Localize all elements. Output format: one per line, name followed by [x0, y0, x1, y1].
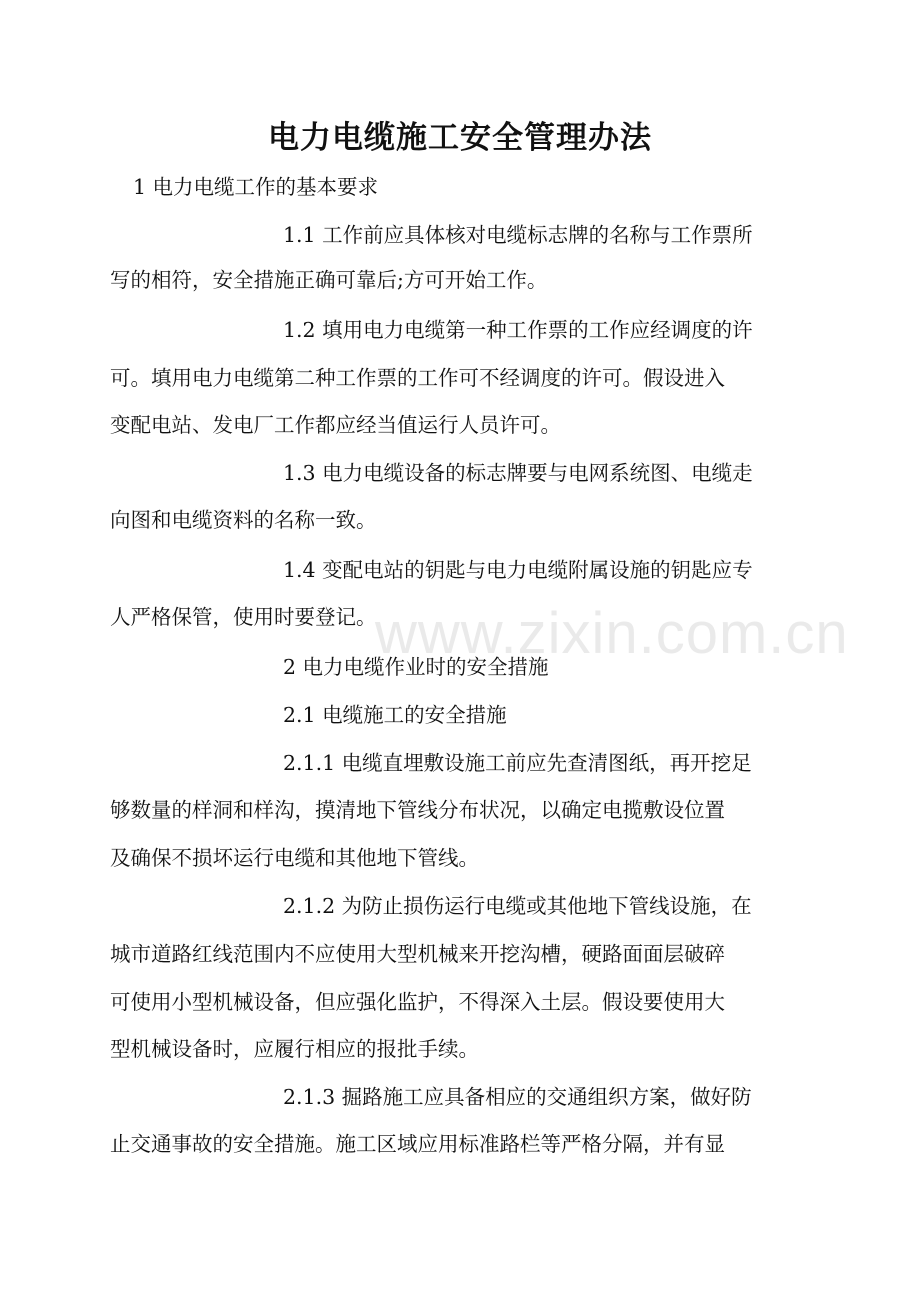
- clause-2-1-2-line-2: 城市道路红线范围内不应使用大型机械来开挖沟槽，硬路面面层破碎: [110, 942, 725, 966]
- clause-2-1-2-line-3: 可使用小型机械设备，但应强化监护，不得深入土层。假设要使用大: [110, 990, 725, 1014]
- clause-1-1-line-2: 写的相符，安全措施正确可靠后;方可开始工作。: [110, 268, 548, 292]
- clause-1-2-line-3: 变配电站、发电厂工作都应经当值运行人员许可。: [110, 413, 561, 437]
- clause-1-2-line-1: 1.2 填用电力电缆第一种工作票的工作应经调度的许: [283, 318, 753, 342]
- clause-2-1-1-line-3: 及确保不损坏运行电缆和其他地下管线。: [110, 846, 479, 870]
- clause-1-4-line-2: 人严格保管，使用时要登记。: [110, 605, 377, 629]
- clause-2-1-3-line-2: 止交通事故的安全措施。施工区域应用标准路栏等严格分隔，并有显: [110, 1132, 725, 1156]
- clause-2-1-2-line-1: 2.1.2 为防止损伤运行电缆或其他地下管线设施，在: [283, 894, 752, 918]
- clause-2-1-3-line-1: 2.1.3 掘路施工应具备相应的交通组织方案，做好防: [283, 1085, 752, 1109]
- clause-2-1-1-line-1: 2.1.1 电缆直埋敷设施工前应先查清图纸，再开挖足: [283, 751, 752, 775]
- clause-2-1-2-line-4: 型机械设备时，应履行相应的报批手续。: [110, 1037, 479, 1061]
- section-heading-2: 2 电力电缆作业时的安全措施: [283, 655, 549, 679]
- site-watermark: www.zixin.com.cn: [375, 601, 849, 666]
- clause-1-4-line-1: 1.4 变配电站的钥匙与电力电缆附属设施的钥匙应专: [283, 558, 753, 582]
- section-heading-1: 1 电力电缆工作的基本要求: [133, 175, 379, 199]
- clause-1-3-line-1: 1.3 电力电缆设备的标志牌要与电网系统图、电缆走: [283, 461, 753, 485]
- clause-1-3-line-2: 向图和电缆资料的名称一致。: [110, 508, 377, 532]
- clause-1-2-line-2: 可。填用电力电缆第二种工作票的工作可不经调度的许可。假设进入: [110, 366, 725, 390]
- document-title: 电力电缆施工安全管理办法: [268, 120, 652, 156]
- subsection-heading-2-1: 2.1 电缆施工的安全措施: [283, 703, 507, 727]
- clause-1-1-line-1: 1.1 工作前应具体核对电缆标志牌的名称与工作票所: [283, 223, 753, 247]
- clause-2-1-1-line-2: 够数量的样洞和样沟，摸清地下管线分布状况，以确定电揽敷设位置: [110, 798, 725, 822]
